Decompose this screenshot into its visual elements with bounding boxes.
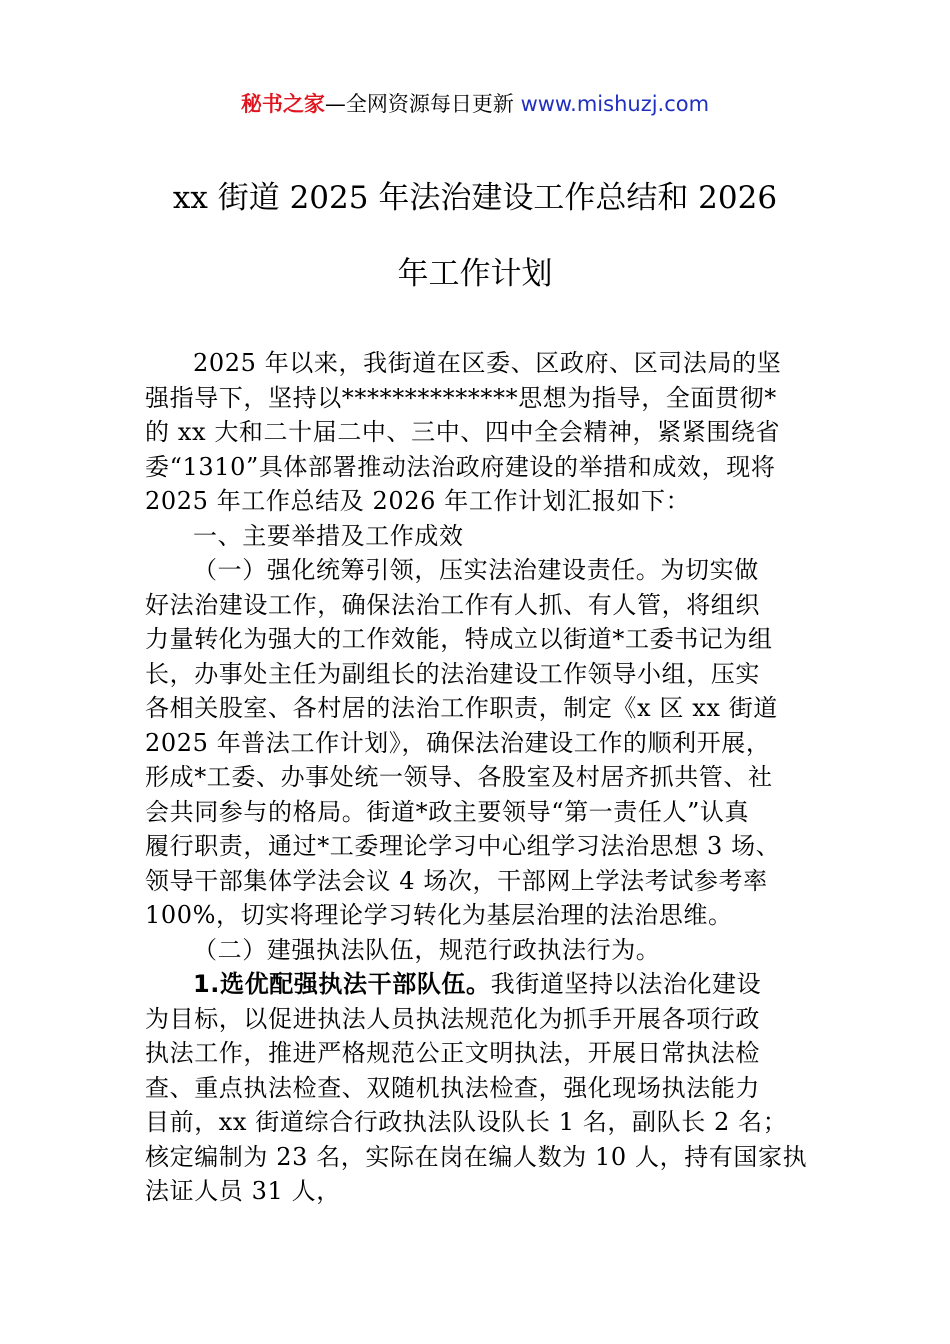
site-url-link[interactable]: www.mishuzj.com	[520, 92, 710, 116]
paragraph-line: 的 xx 大和二十届二中、三中、四中全会精神，紧紧围绕省	[145, 418, 781, 446]
paragraph-line: 查、重点执法检查、双随机执法检查，强化现场执法能力	[145, 1073, 760, 1102]
paragraph-line: 好法治建设工作，确保法治工作有人抓、有人管，将组织	[145, 590, 760, 619]
paragraph-line: 形成*工委、办事处统一领导、各股室及村居齐抓共管、社	[145, 763, 773, 791]
bold-lead-heading: 1.选优配强执法干部队伍。	[193, 970, 491, 998]
paragraph-line: 领导干部集体学法会议 4 场次，干部网上学法考试参考率	[145, 866, 768, 895]
paragraph-line: 为目标，以促进执法人员执法规范化为抓手开展各项行政	[145, 1004, 760, 1033]
brand-name: 秘书之家	[240, 92, 325, 116]
subsection-heading: （二）建强执法队伍，规范行政执法行为。	[193, 935, 661, 964]
paragraph-line	[145, 967, 809, 1002]
paragraph-line: （一）强化统筹引领，压实法治建设责任。为切实做	[193, 556, 759, 584]
paragraph-line: 执法工作，推进严格规范公正文明执法，开展日常执法检	[145, 1039, 760, 1067]
title-line: xx 街道 2025 年法治建设工作总结和 2026	[172, 180, 778, 216]
paragraph-line: 2025 年普法工作计划》，确保法治建设工作的顺利开展，	[145, 728, 771, 757]
paragraph-line: 2025 年工作总结及 2026 年工作计划汇报如下：	[145, 487, 691, 515]
document-body	[145, 346, 809, 1209]
paragraph-line: 长，办事处主任为副组长的法治建设工作领导小组，压实	[145, 659, 760, 688]
paragraph-line: 目前，xx 街道综合行政执法队设队长 1 名，副队长 2 名；	[145, 1108, 788, 1136]
paragraph-line: 强指导下，坚持以**************思想为指导，全面贯彻*	[145, 383, 777, 412]
site-header	[0, 86, 950, 122]
paragraph-line: 履行职责，通过*工委理论学习中心组学习法治思想 3 场、	[145, 832, 781, 860]
header-tagline: —全网资源每日更新	[324, 92, 521, 116]
paragraph-line: 力量转化为强大的工作效能，特成立以街道*工委书记为组	[145, 625, 773, 653]
paragraph-line: 100%，切实将理论学习转化为基层治理的法治思维。	[145, 901, 733, 929]
paragraph-line-text: 我街道坚持以法治化建设	[490, 970, 762, 998]
paragraph-line: 法证人员 31 人，	[145, 1177, 341, 1205]
paragraph-line: 委“1310”具体部署推动法治政府建设的举措和成效，现将	[145, 452, 776, 481]
title-line: 年工作计划	[397, 256, 553, 292]
paragraph-line: 核定编制为 23 名，实际在岗在编人数为 10 人，持有国家执	[145, 1142, 808, 1171]
paragraph-line: 2025 年以来，我街道在区委、区政府、区司法局的坚	[193, 349, 782, 377]
section-heading: 一、主要举措及工作成效	[193, 521, 464, 550]
document-title	[120, 160, 830, 312]
paragraph-line: 各相关股室、各村居的法治工作职责，制定《x 区 xx 街道	[145, 694, 778, 722]
paragraph-line: 会共同参与的格局。街道*政主要领导“第一责任人”认真	[145, 797, 750, 826]
